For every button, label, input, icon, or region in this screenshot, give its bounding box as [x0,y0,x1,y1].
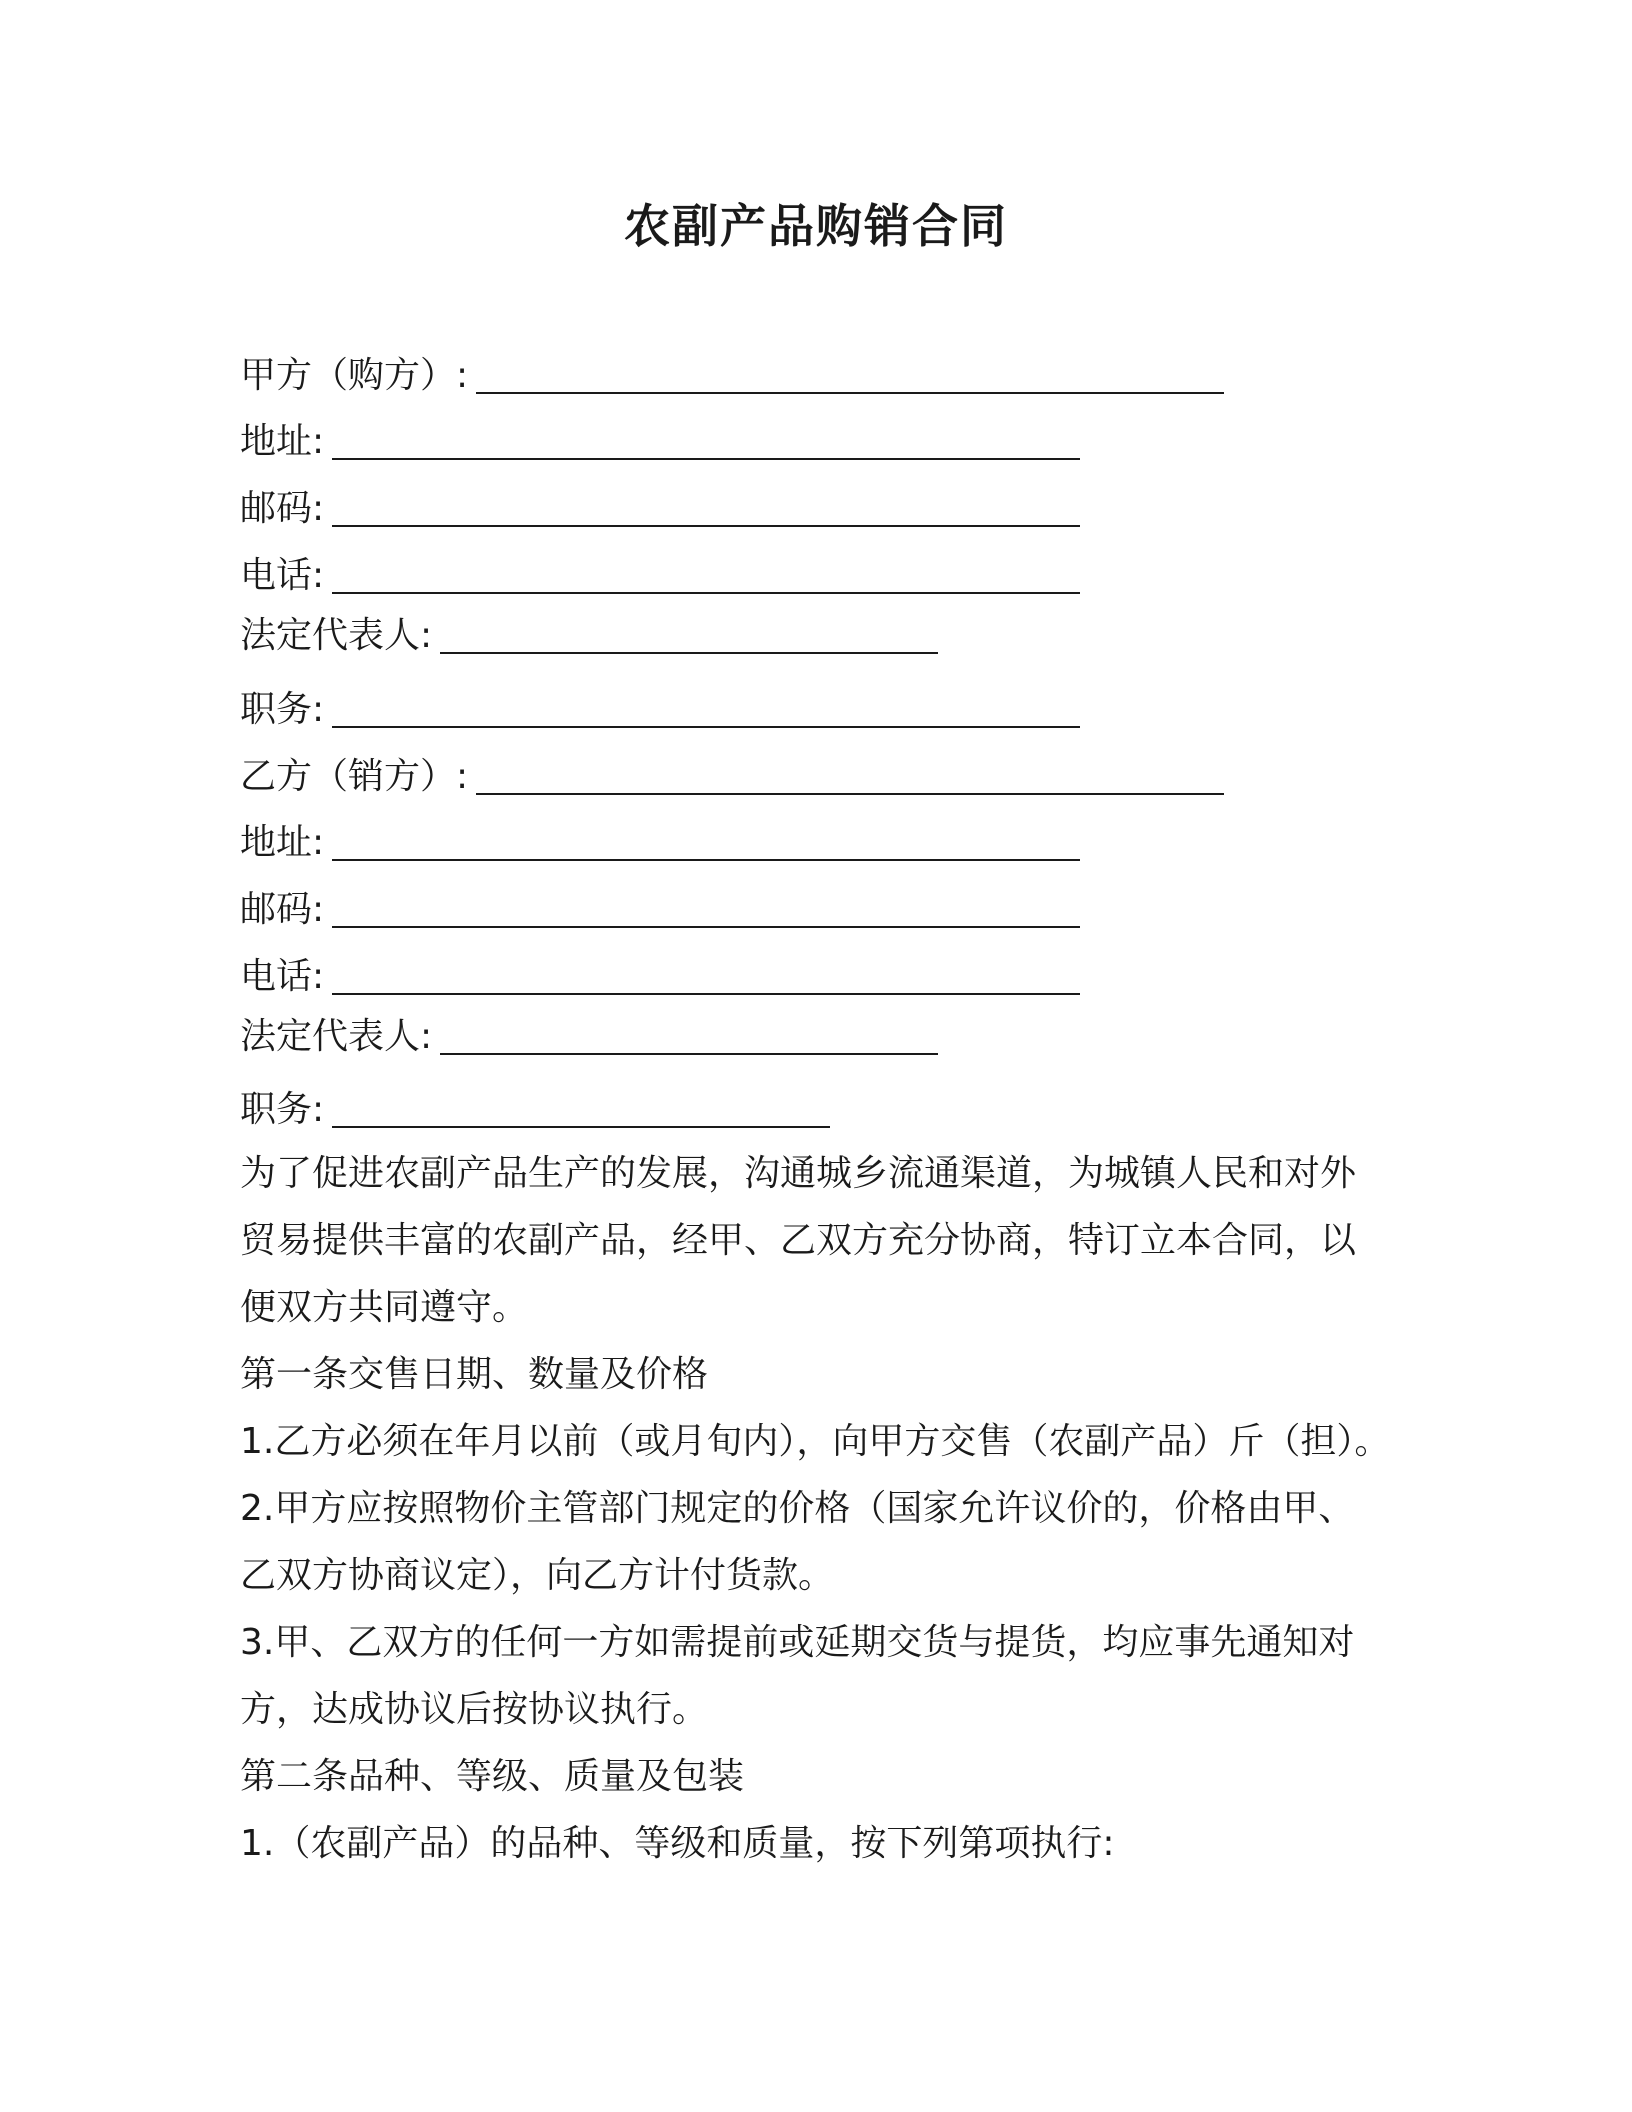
party-b-legal-rep-blank[interactable] [440,1019,938,1055]
intro-line: 贸易提供丰富的农副产品，经甲、乙双方充分协商，特订立本合同，以 [240,1220,1357,1261]
party-a-phone-field [240,552,1080,600]
party-b-position-label: 职务: [240,1089,325,1130]
article-1-line: 3.甲、乙双方的任何一方如需提前或延期交货与提货，均应事先通知对 [240,1622,1355,1663]
article-1-line: 2.甲方应按照物价主管部门规定的价格（国家允许议价的，价格由甲、 [240,1488,1355,1529]
party-a-name-label: 甲方（购方）: [240,355,469,396]
intro-line: 为了促进农副产品生产的发展，沟通城乡流通渠道，为城镇人民和对外 [240,1153,1357,1194]
party-b-address-field [240,819,1080,867]
party-a-phone-label: 电话: [240,555,325,596]
party-a-legal-rep-field [240,612,938,660]
party-a-position-label: 职务: [240,689,325,730]
document-title: 农副产品购销合同 [624,199,1008,253]
party-b-position-blank[interactable] [332,1092,830,1128]
party-b-legal-rep-label: 法定代表人: [240,1016,433,1057]
party-b-address-blank[interactable] [332,825,1080,861]
party-a-position-field [240,686,1080,734]
party-b-position-field [240,1086,830,1134]
article-2-line: 1.（农副产品）的品种、等级和质量，按下列第项执行: [240,1823,1115,1864]
intro-line: 便双方共同遵守。 [240,1287,529,1328]
party-a-legal-rep-label: 法定代表人: [240,615,433,656]
party-b-postcode-label: 邮码: [240,889,325,930]
party-b-phone-label: 电话: [240,956,325,997]
party-b-phone-field [240,953,1080,1001]
party-a-name-blank[interactable] [476,358,1224,394]
party-b-name-label: 乙方（销方）: [240,756,469,797]
article-2-heading: 第二条品种、等级、质量及包装 [240,1756,745,1797]
party-b-name-field [240,753,1224,801]
party-a-name-field [240,352,1224,400]
party-b-address-label: 地址: [240,822,325,863]
party-a-postcode-blank[interactable] [332,491,1080,527]
party-a-legal-rep-blank[interactable] [440,618,938,654]
party-b-phone-blank[interactable] [332,959,1080,995]
party-a-address-label: 地址: [240,421,325,462]
article-1-line: 1.乙方必须在年月以前（或月旬内），向甲方交售（农副产品）斤（担）。 [240,1421,1391,1462]
party-b-name-blank[interactable] [476,759,1224,795]
article-1-line: 方，达成协议后按协议执行。 [240,1689,709,1730]
article-1-line: 乙双方协商议定），向乙方计付货款。 [240,1555,835,1596]
party-a-postcode-field [240,485,1080,533]
party-b-postcode-field [240,886,1080,934]
party-a-postcode-label: 邮码: [240,488,325,529]
article-1-heading: 第一条交售日期、数量及价格 [240,1354,709,1395]
party-b-postcode-blank[interactable] [332,892,1080,928]
party-b-legal-rep-field [240,1013,938,1061]
party-a-address-field [240,418,1080,466]
party-a-position-blank[interactable] [332,692,1080,728]
party-a-phone-blank[interactable] [332,558,1080,594]
party-a-address-blank[interactable] [332,424,1080,460]
